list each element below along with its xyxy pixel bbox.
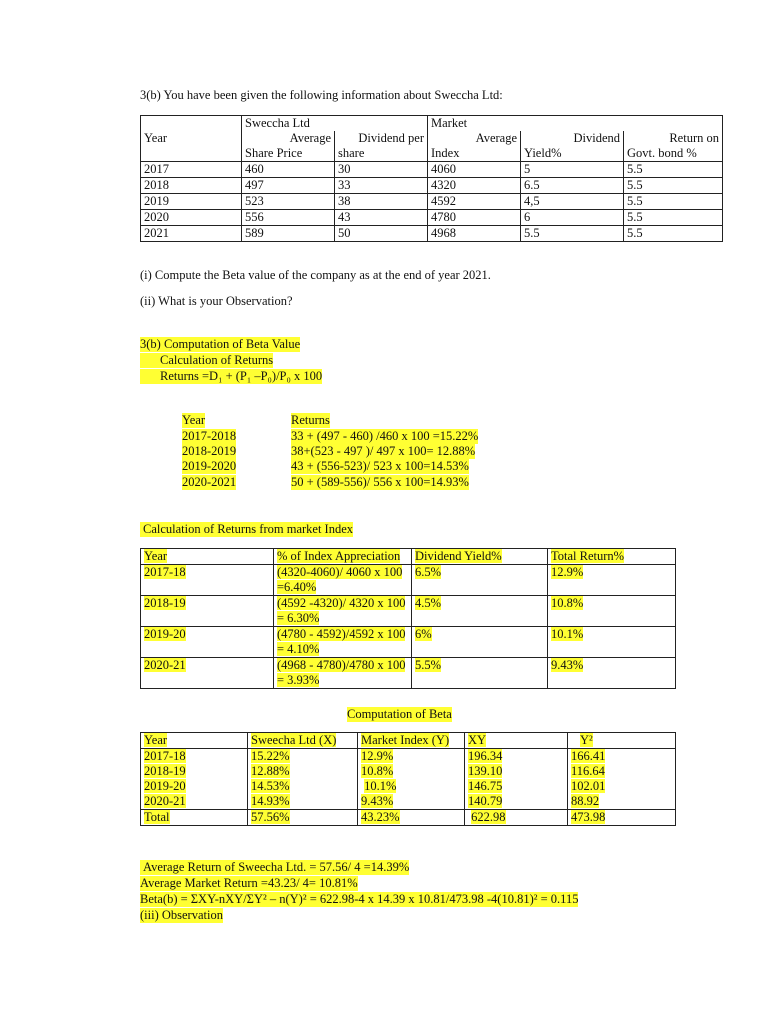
question-1: (i) Compute the Beta value of the company as at the end of year 2021. bbox=[140, 268, 491, 282]
cell: 4968 bbox=[428, 226, 521, 242]
cell: 556 bbox=[242, 210, 335, 226]
header-blank bbox=[141, 116, 242, 132]
question-intro: 3(b) You have been given the following information about Sweccha Ltd: bbox=[140, 88, 503, 102]
group-header-market: Market bbox=[428, 116, 521, 132]
cell: 2021 bbox=[141, 226, 242, 242]
col-header: Year bbox=[141, 549, 274, 565]
cell: 473.98 bbox=[568, 810, 676, 826]
cell: 5 bbox=[521, 162, 624, 178]
cell: 460 bbox=[242, 162, 335, 178]
observation-heading: (iii) Observation bbox=[140, 908, 223, 922]
table-row bbox=[141, 596, 676, 627]
cell: 5.5 bbox=[624, 178, 723, 194]
returns-year: 2020-2021 bbox=[182, 475, 237, 489]
col-header: Year bbox=[141, 733, 248, 749]
returns-value: 33 + (497 - 460) /460 x 100 =15.22% bbox=[291, 429, 479, 443]
col-header: Y² bbox=[568, 733, 676, 749]
cell: 4060 bbox=[428, 162, 521, 178]
cell: 6% bbox=[412, 627, 548, 658]
cell: 33 bbox=[335, 178, 428, 194]
col-header: Sweecha Ltd (X) bbox=[248, 733, 358, 749]
col-header-yield: Dividend Yield% bbox=[521, 131, 624, 162]
cell: 10.1% bbox=[548, 627, 676, 658]
cell: 166.41 116.64 102.01 88.92 bbox=[568, 749, 676, 810]
cell: 30 bbox=[335, 162, 428, 178]
col-header: % of Index Appreciation bbox=[274, 549, 412, 565]
market-returns-title: Calculation of Returns from market Index bbox=[140, 522, 353, 537]
given-data-table bbox=[140, 115, 723, 242]
table-row bbox=[141, 210, 723, 226]
returns-formula: Returns =D₁ + (P₁ –P₀)/P₀ x 100 bbox=[140, 369, 322, 384]
table-row-total bbox=[141, 810, 676, 826]
cell: 43.23% bbox=[358, 810, 465, 826]
cell: 2017-18 bbox=[141, 565, 274, 596]
table-row bbox=[141, 194, 723, 210]
cell: 4.5% bbox=[412, 596, 548, 627]
col-header: Market Index (Y) bbox=[358, 733, 465, 749]
returns-header-year: Year bbox=[182, 413, 206, 427]
col-header-dividend: Dividend per share bbox=[335, 131, 428, 162]
cell: 5.5 bbox=[521, 226, 624, 242]
col-header-year: Year bbox=[141, 131, 242, 162]
col-header: XY bbox=[465, 733, 568, 749]
beta-table bbox=[140, 732, 676, 826]
cell: 2019-20 bbox=[141, 627, 274, 658]
col-header: Dividend Yield% bbox=[412, 549, 548, 565]
returns-value: 50 + (589-556)/ 556 x 100=14.93% bbox=[291, 475, 469, 489]
cell: 2020 bbox=[141, 210, 242, 226]
returns-year: 2018-2019 bbox=[182, 444, 237, 458]
cell: 5.5 bbox=[624, 210, 723, 226]
cell: 2018 bbox=[141, 178, 242, 194]
cell: 38 bbox=[335, 194, 428, 210]
group-header-blank bbox=[335, 116, 428, 132]
cell: 523 bbox=[242, 194, 335, 210]
col-header: Total Return% bbox=[548, 549, 676, 565]
table-row bbox=[141, 627, 676, 658]
cell: 4320 bbox=[428, 178, 521, 194]
avg-market-return: Average Market Return =43.23/ 4= 10.81% bbox=[140, 876, 358, 890]
cell: 5.5 bbox=[624, 162, 723, 178]
table-row bbox=[141, 565, 676, 596]
cell: 57.56% bbox=[248, 810, 358, 826]
returns-value: 38+(523 - 497 )/ 497 x 100= 12.88% bbox=[291, 444, 476, 458]
cell: (4780 - 4592)/4592 x 100 = 4.10% bbox=[274, 627, 412, 658]
cell: 2018-19 bbox=[141, 596, 274, 627]
col-header-share-price: Average Share Price bbox=[242, 131, 335, 162]
cell: 10.8% bbox=[548, 596, 676, 627]
cell: 4,5 bbox=[521, 194, 624, 210]
table-row bbox=[141, 162, 723, 178]
cell: (4968 - 4780)/4780 x 100 = 3.93% bbox=[274, 658, 412, 689]
cell: 497 bbox=[242, 178, 335, 194]
returns-header-returns: Returns bbox=[291, 413, 330, 427]
cell: 9.43% bbox=[548, 658, 676, 689]
avg-return-sweecha: Average Return of Sweecha Ltd. = 57.56/ 4 =14.39% bbox=[140, 860, 409, 875]
cell: (4592 -4320)/ 4320 x 100 = 6.30% bbox=[274, 596, 412, 627]
cell: 4780 bbox=[428, 210, 521, 226]
cell: 5.5 bbox=[624, 226, 723, 242]
cell: (4320-4060)/ 4060 x 100 =6.40% bbox=[274, 565, 412, 596]
col-header-bond: Return on Govt. bond % bbox=[624, 131, 723, 162]
cell: 43 bbox=[335, 210, 428, 226]
cell: 12.9% 10.8% 10.1% 9.43% bbox=[358, 749, 465, 810]
cell: 12.9% bbox=[548, 565, 676, 596]
cell: 50 bbox=[335, 226, 428, 242]
table-row bbox=[141, 226, 723, 242]
answer-subheading: Calculation of Returns bbox=[140, 353, 273, 368]
question-2: (ii) What is your Observation? bbox=[140, 294, 293, 308]
beta-formula: Beta(b) = ΣXY-nXY/ΣY² – n(Y)² = 622.98-4 x 14.39 x 10.81/473.98 -4(10.81)² = 0.115 bbox=[140, 892, 579, 906]
market-returns-table bbox=[140, 548, 676, 689]
cell: 5.5% bbox=[412, 658, 548, 689]
cell: 2019 bbox=[141, 194, 242, 210]
table-row bbox=[141, 658, 676, 689]
returns-value: 43 + (556-523)/ 523 x 100=14.53% bbox=[291, 459, 469, 473]
cell: 2020-21 bbox=[141, 658, 274, 689]
cell: 2017-18 2018-19 2019-20 2020-21 bbox=[141, 749, 248, 810]
returns-year: 2017-2018 bbox=[182, 429, 237, 443]
cell: 622.98 bbox=[465, 810, 568, 826]
returns-year: 2019-2020 bbox=[182, 459, 237, 473]
cell: 589 bbox=[242, 226, 335, 242]
cell: 2017 bbox=[141, 162, 242, 178]
cell: Total bbox=[141, 810, 248, 826]
table-row bbox=[141, 178, 723, 194]
cell: 6.5 bbox=[521, 178, 624, 194]
cell: 196.34 139.10 146.75 140.79 bbox=[465, 749, 568, 810]
cell: 6 bbox=[521, 210, 624, 226]
cell: 5.5 bbox=[624, 194, 723, 210]
cell: 4592 bbox=[428, 194, 521, 210]
beta-table-title: Computation of Beta bbox=[347, 707, 452, 721]
group-header-sweccha: Sweccha Ltd bbox=[242, 116, 335, 132]
answer-heading: 3(b) Computation of Beta Value bbox=[140, 337, 301, 351]
cell: 6.5% bbox=[412, 565, 548, 596]
table-row bbox=[141, 749, 676, 810]
cell: 15.22% 12.88% 14.53% 14.93% bbox=[248, 749, 358, 810]
col-header-index: Average Index bbox=[428, 131, 521, 162]
